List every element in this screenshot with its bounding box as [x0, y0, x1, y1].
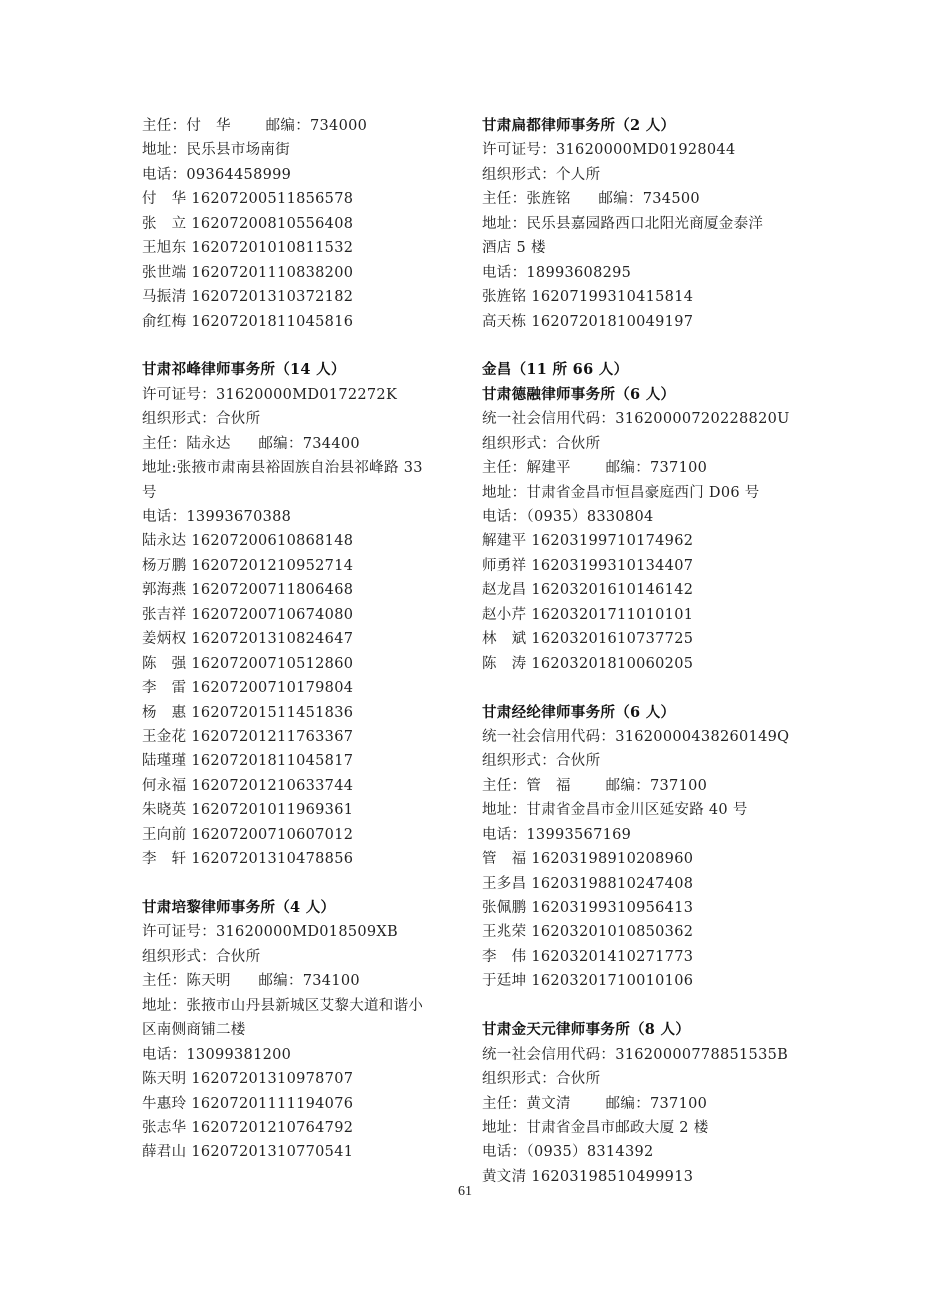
member-name: 赵龙昌: [482, 582, 527, 599]
address: 地址：甘肃省金昌市恒昌豪庭西门 D06 号: [482, 484, 760, 501]
director-postcode-line: [482, 1092, 812, 1116]
postcode: 邮编：737100: [605, 1095, 708, 1112]
org-form: 组织形式：合伙所: [482, 1071, 601, 1088]
member-row: [142, 310, 472, 334]
license: 许可证号：31620000MD018509XB: [142, 924, 399, 941]
member-name: 林 斌: [482, 631, 527, 648]
member-name: 付 华: [142, 191, 187, 208]
member-id: 16207201811045816: [191, 313, 354, 330]
address-line-1: 地址:张掖市肃南县裕固族自治县祁峰路 33: [142, 460, 423, 477]
member-name: 解建平: [482, 533, 527, 550]
member-row: [482, 969, 812, 993]
member-name: 陆瑾瑾: [142, 753, 187, 770]
phone: 电话：13993567169: [482, 826, 632, 843]
address-line-2: 区南侧商铺二楼: [142, 1022, 246, 1039]
member-id: 16207201110838200: [191, 264, 354, 281]
address: 地址：甘肃省金昌市金川区延安路 40 号: [482, 802, 748, 819]
member-name: 张旌铭: [482, 289, 527, 306]
director: 主任：黄文清: [482, 1095, 571, 1112]
member-row: [482, 652, 812, 676]
member-name: 薛君山: [142, 1144, 187, 1161]
member-name: 高天栋: [482, 313, 527, 330]
member-row: [142, 578, 472, 602]
member-name: 王旭东: [142, 240, 187, 257]
member-row: [482, 627, 812, 651]
member-row: [482, 847, 812, 871]
member-row: [142, 236, 472, 260]
member-name: 杨万鹏: [142, 557, 187, 574]
member-id: 16207200810556408: [191, 215, 354, 232]
member-id: 16207201210952714: [191, 557, 354, 574]
page-number: 61: [458, 1184, 472, 1199]
spacer: [482, 676, 812, 700]
license: 许可证号：31620000MD0172272K: [142, 386, 398, 403]
member-id: 16207201310978707: [191, 1071, 354, 1088]
license: 许可证号：31620000MD01928044: [482, 142, 736, 159]
member-id: 16207201210633744: [191, 777, 354, 794]
member-id: 16203201810060205: [531, 655, 694, 672]
member-name: 张志华: [142, 1119, 187, 1136]
member-row: [482, 920, 812, 944]
member-id: 16207199310415814: [531, 289, 694, 306]
member-id: 16207201011969361: [191, 802, 354, 819]
member-name: 王向前: [142, 826, 187, 843]
director-postcode-line: [142, 114, 472, 138]
phone: 电话：（0935）8314392: [482, 1144, 654, 1161]
member-id: 16203199310134407: [531, 557, 694, 574]
member-id: 16207201310824647: [191, 631, 354, 648]
member-name: 张吉祥: [142, 606, 187, 623]
member-name: 陈天明: [142, 1071, 187, 1088]
member-name: 黄文清: [482, 1168, 527, 1185]
member-id: 16203199710174962: [531, 533, 694, 550]
org-form: 组织形式：合伙所: [482, 753, 601, 770]
director: 主任：张旌铭: [482, 191, 571, 208]
member-id: 16207201310478856: [191, 851, 354, 868]
member-name: 王金花: [142, 728, 187, 745]
member-row: [142, 212, 472, 236]
right-column: [482, 114, 812, 1189]
member-name: 何永福: [142, 777, 187, 794]
director-postcode-line: [142, 432, 472, 456]
member-name: 马振清: [142, 289, 187, 306]
member-id: 16207200711806468: [191, 582, 354, 599]
member-name: 李 雷: [142, 680, 187, 697]
director: 主任：陈天明: [142, 973, 231, 990]
member-id: 16203201710010106: [531, 973, 694, 990]
spacer: [482, 334, 812, 358]
firm-title: 甘肃培黎律师事务所（4 人）: [142, 899, 336, 916]
address: 地址：民乐县市场南街: [142, 142, 290, 159]
member-row: [482, 310, 812, 334]
postcode: 邮编：734400: [258, 435, 360, 452]
member-row: [142, 774, 472, 798]
postcode: 邮编：734500: [598, 191, 700, 208]
member-name: 陈 涛: [482, 655, 527, 672]
member-row: [482, 896, 812, 920]
org-form: 组织形式：合伙所: [482, 435, 601, 452]
member-name: 李 伟: [482, 948, 527, 965]
member-row: [142, 261, 472, 285]
spacer: [482, 994, 812, 1018]
member-row: [142, 1140, 472, 1164]
phone: 电话：09364458999: [142, 166, 292, 183]
address: 地址：甘肃省金昌市邮政大厦 2 楼: [482, 1119, 709, 1136]
director-postcode-line: [482, 774, 812, 798]
member-row: [142, 187, 472, 211]
member-id: 16207201211763367: [191, 728, 354, 745]
director-postcode-line: [142, 969, 472, 993]
spacer: [142, 872, 472, 896]
credit-code: 统一社会信用代码：31620000778851535B: [482, 1046, 789, 1063]
address-line-1: 地址：民乐县嘉园路西口北阳光商厦金泰洋: [482, 215, 764, 232]
member-id: 16207200610868148: [191, 533, 354, 550]
credit-code: 统一社会信用代码：31620000720228820U: [482, 411, 790, 428]
member-name: 郭海燕: [142, 582, 187, 599]
credit-code: 统一社会信用代码：31620000438260149Q: [482, 728, 790, 745]
member-row: [482, 554, 812, 578]
firm-title: 甘肃祁峰律师事务所（14 人）: [142, 361, 346, 379]
member-row: [142, 847, 472, 871]
member-id: 16203199310956413: [531, 900, 694, 916]
region-heading: 金昌（11 所 66 人）: [482, 361, 629, 379]
member-name: 王兆荣: [482, 924, 527, 941]
member-row: [482, 945, 812, 969]
member-id: 16203201610146142: [531, 582, 694, 599]
member-id: 16203201410271773: [531, 948, 694, 965]
member-id: 16203201711010101: [531, 606, 694, 623]
postcode: 邮编：734100: [258, 973, 360, 990]
member-name: 牛惠玲: [142, 1095, 187, 1112]
member-row: [482, 285, 812, 309]
member-name: 王多昌: [482, 875, 527, 892]
member-id: 16207201310770541: [191, 1144, 354, 1161]
member-name: 姜炳权: [142, 631, 187, 648]
postcode: 邮编：734000: [265, 118, 368, 134]
member-row: [142, 725, 472, 749]
director: 主任：解建平: [482, 460, 571, 477]
member-id: 16207200710674080: [191, 606, 354, 623]
postcode: 邮编：737100: [605, 777, 708, 794]
member-name: 朱晓英: [142, 802, 187, 819]
member-name: 于廷坤: [482, 973, 527, 990]
member-id: 16207201111194076: [191, 1095, 354, 1112]
member-id: 16207201210764792: [191, 1119, 354, 1136]
member-id: 16203198510499913: [531, 1168, 694, 1185]
member-name: 张 立: [142, 215, 187, 232]
member-id: 16207201010811532: [191, 240, 354, 257]
member-id: 16203198810247408: [531, 875, 694, 892]
member-name: 李 轩: [142, 851, 187, 868]
member-id: 16207200710607012: [191, 826, 354, 843]
member-id: 16203198910208960: [531, 851, 694, 868]
address-line-1: 地址：张掖市山丹县新城区艾黎大道和谐小: [142, 997, 424, 1014]
member-row: [142, 529, 472, 553]
member-row: [482, 529, 812, 553]
director-postcode-line: [482, 187, 812, 211]
member-row: [142, 823, 472, 847]
member-row: [142, 554, 472, 578]
member-row: [142, 676, 472, 700]
member-row: [142, 285, 472, 309]
member-row: [142, 701, 472, 725]
member-id: 16207200710512860: [191, 655, 354, 672]
member-row: [142, 652, 472, 676]
member-row: [142, 627, 472, 651]
firm-title: 甘肃扁都律师事务所（2 人）: [482, 117, 676, 134]
member-row: [482, 578, 812, 602]
member-id: 16207200710179804: [191, 680, 354, 697]
spacer: [142, 334, 472, 358]
address-line-2: 酒店 5 楼: [482, 240, 546, 257]
member-name: 俞红梅: [142, 313, 187, 330]
phone: 电话：18993608295: [482, 264, 632, 281]
firm-title: 甘肃德融律师事务所（6 人）: [482, 385, 676, 403]
member-name: 张佩鹏: [482, 900, 527, 916]
director: 主任：陆永达: [142, 435, 231, 452]
member-row: [142, 603, 472, 627]
firm-title: 甘肃金天元律师事务所（8 人）: [482, 1021, 691, 1039]
org-form: 组织形式：个人所: [482, 166, 601, 183]
member-id: 16203201610737725: [531, 631, 694, 648]
member-name: 师勇祥: [482, 557, 527, 574]
phone: 电话：13993670388: [142, 509, 292, 525]
member-name: 管 福: [482, 851, 527, 868]
director-postcode-line: [482, 456, 812, 480]
director: 主任：管 福: [482, 777, 571, 794]
member-row: [142, 798, 472, 822]
org-form: 组织形式：合伙所: [142, 948, 261, 965]
member-row: [142, 1116, 472, 1140]
address-line-2: 号: [142, 484, 157, 501]
member-id: 16207201310372182: [191, 289, 354, 306]
org-form: 组织形式：合伙所: [142, 411, 261, 428]
member-row: [142, 1067, 472, 1091]
member-id: 16207201811045817: [191, 753, 354, 770]
member-id: 16207200511856578: [191, 191, 354, 208]
member-name: 陈 强: [142, 655, 187, 672]
firm-title: 甘肃经纶律师事务所（6 人）: [482, 703, 676, 721]
postcode: 邮编：737100: [605, 460, 708, 477]
phone: 电话：（0935）8330804: [482, 509, 654, 525]
member-name: 杨 惠: [142, 704, 187, 721]
member-row: [482, 872, 812, 896]
director: 主任：付 华: [142, 118, 231, 134]
member-name: 张世端: [142, 264, 187, 281]
left-column: [142, 114, 472, 1165]
member-id: 16207201810049197: [531, 313, 694, 330]
member-id: 16207201511451836: [191, 704, 354, 721]
member-name: 陆永达: [142, 533, 187, 550]
member-id: 16203201010850362: [531, 924, 694, 941]
phone: 电话：13099381200: [142, 1046, 292, 1063]
member-row: [482, 603, 812, 627]
member-row: [142, 1092, 472, 1116]
member-row: [142, 749, 472, 773]
member-name: 赵小芹: [482, 606, 527, 623]
